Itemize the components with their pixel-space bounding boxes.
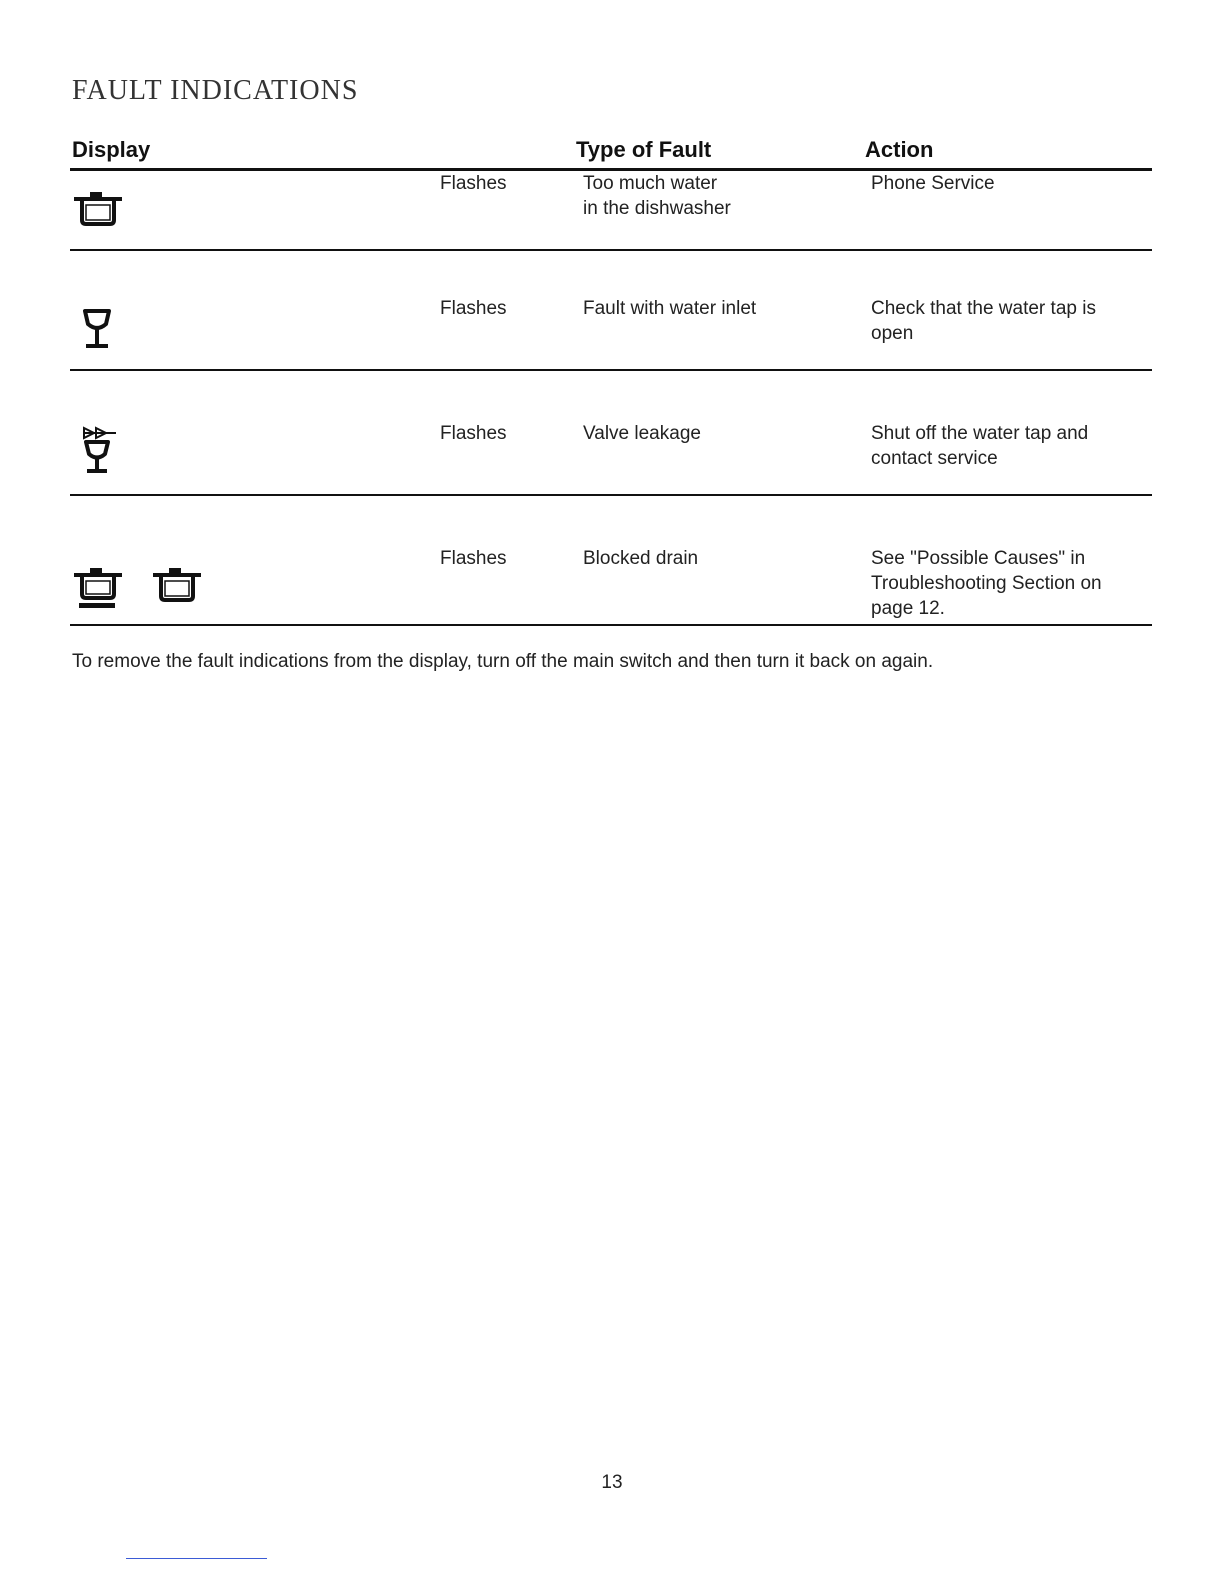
row-action: See "Possible Causes" in Troubleshooting Section on page 12. [871,548,1102,619]
column-header-display: Display [72,137,151,162]
pot-underlined-icon [73,566,123,610]
row-divider [70,249,1152,251]
table-header [72,137,1152,167]
row-state: Flashes [440,298,507,319]
row-action: Check that the water tap is open [871,298,1096,344]
row-fault: Fault with water inlet [583,298,757,319]
page-number: 13 [601,1472,623,1493]
row-divider [70,369,1152,371]
row-divider [70,494,1152,496]
wine-glass-icon [82,308,112,350]
row-action: Phone Service [871,173,995,194]
bottom-link-line [126,1558,267,1559]
row-action: Shut off the water tap and contact service [871,423,1089,469]
pot-icon [152,566,202,604]
pot-icon [73,190,123,228]
page-title: FAULT INDICATIONS [72,74,359,106]
row-fault: Blocked drain [583,548,699,569]
wine-glass-arrows-icon [82,426,118,474]
row-fault: Too much water in the dishwasher [583,173,731,219]
column-header-action: Action [865,137,934,162]
row-divider [70,624,1152,626]
row-state: Flashes [440,423,507,444]
footnote: To remove the fault indications from the display, turn off the main switch and then turn it back on again. [72,651,934,672]
row-state: Flashes [440,548,507,569]
row-state: Flashes [440,173,507,194]
column-header-type-of-fault: Type of Fault [576,137,712,162]
row-fault: Valve leakage [583,423,701,444]
